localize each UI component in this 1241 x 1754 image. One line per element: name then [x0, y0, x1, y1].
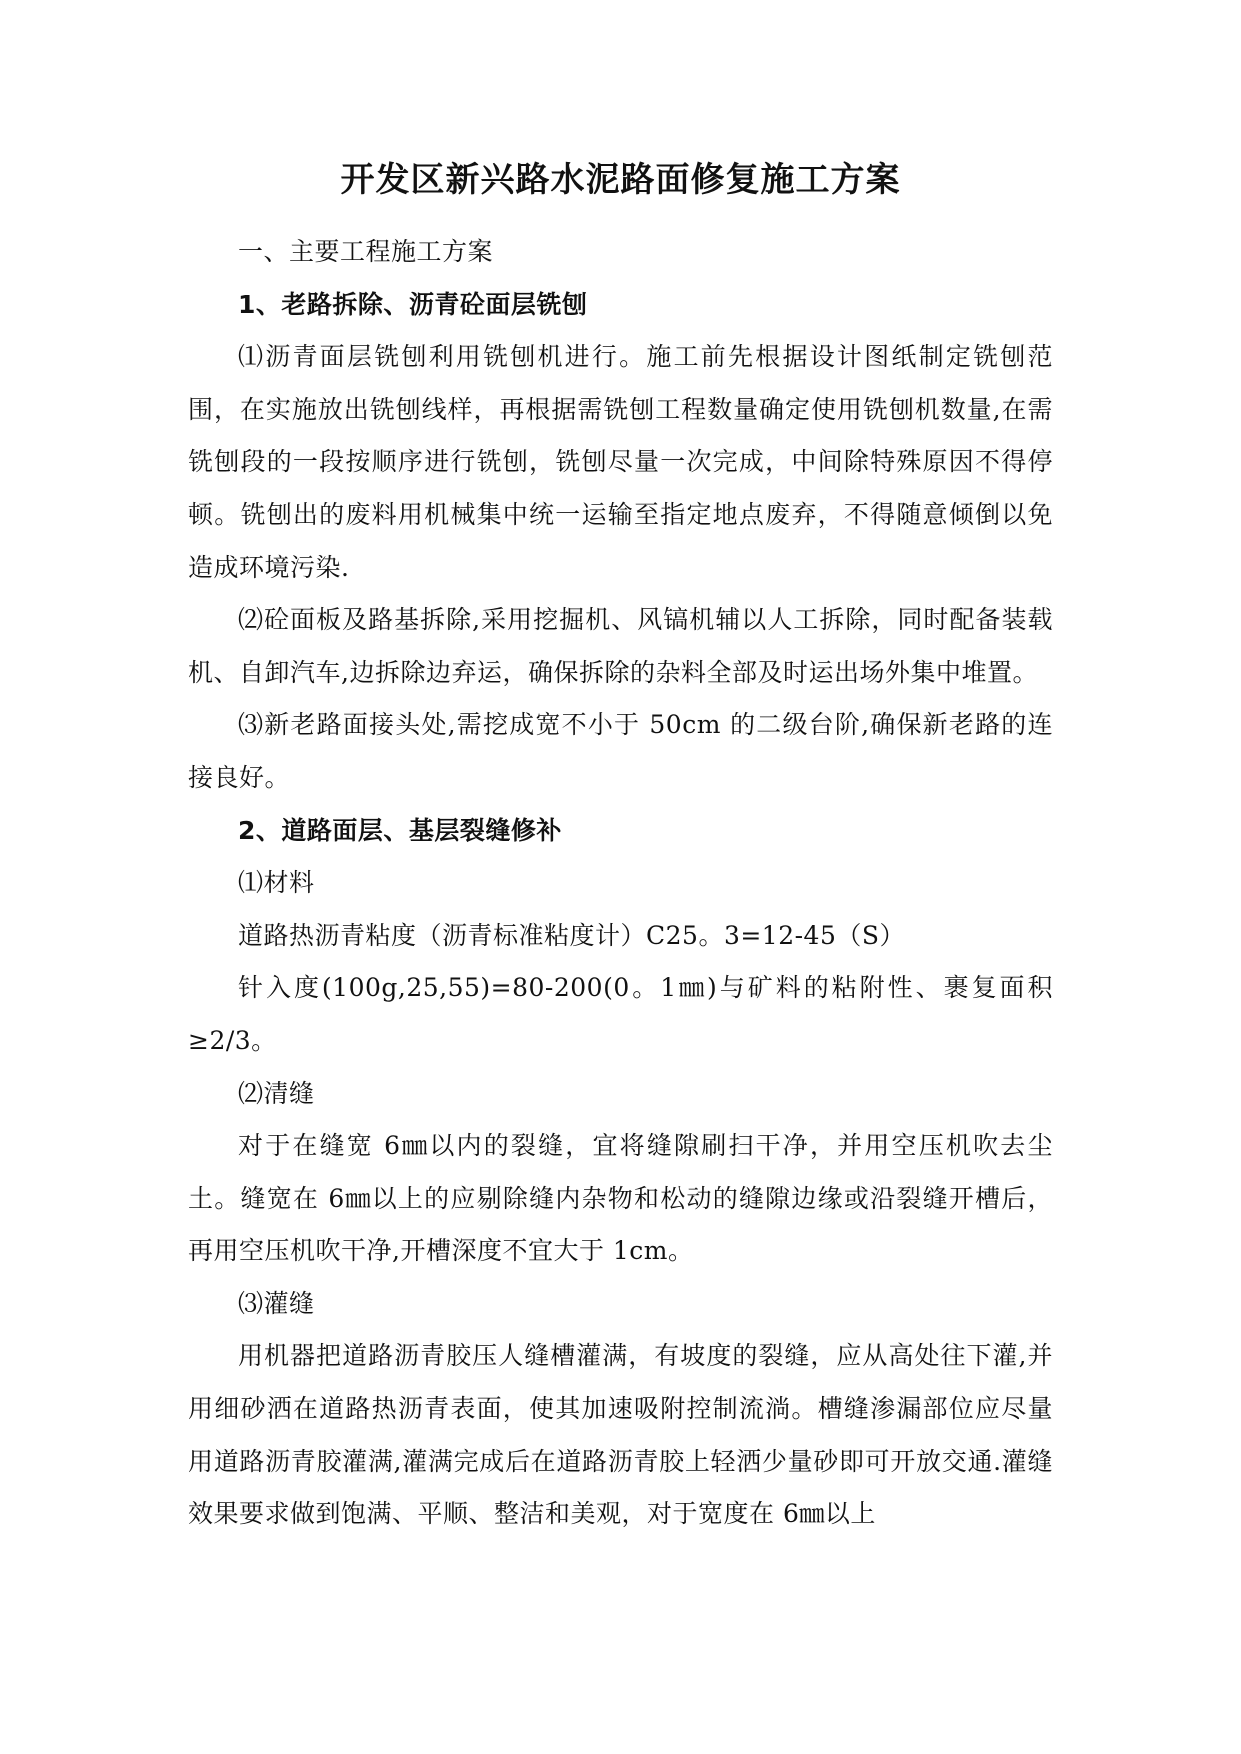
body-paragraph: 用机器把道路沥青胶压人缝槽灌满，有坡度的裂缝，应从高处往下灌,并用细砂洒在道路热沥青表面，使其加速吸附控制流淌。槽缝渗漏部位应尽量用道路沥青胶灌满,灌满完成后在道路沥青胶上轻洒少量砂即可开放交通.灌缝效果要求做到饱满、平顺、整洁和美观，对于宽度在 6㎜以上 [188, 1341, 1053, 1529]
document-title: 开发区新兴路水泥路面修复施工方案 [340, 160, 901, 200]
body-paragraph: ⑴材料 [238, 868, 315, 898]
section-heading: 一、主要工程施工方案 [238, 237, 494, 266]
body-paragraph: ⑴沥青面层铣刨利用铣刨机进行。施工前先根据设计图纸制定铣刨范围，在实施放出铣刨线样，再根据需铣刨工程数量确定使用铣刨机数量,在需铣刨段的一段按顺序进行铣刨，铣刨尽量一次完成，中间除特殊原因不得停顿。铣刨出的废料用机械集中统一运输至指定地点废弃，不得随意倾倒以免造成环境污染. [188, 342, 1053, 582]
subsection-heading: 1、老路拆除、沥青砼面层铣刨 [238, 289, 588, 319]
body-paragraph: 道路热沥青粘度（沥青标准粘度计）C25。3=12-45（S） [238, 920, 905, 950]
body-paragraph: ⑶灌缝 [238, 1288, 315, 1318]
body-paragraph: ⑶新老路面接头处,需挖成宽不小于 50cm 的二级台阶,确保新老路的连接良好。 [188, 710, 1053, 792]
body-paragraph: ⑵砼面板及路基拆除,采用挖掘机、风镐机辅以人工拆除，同时配备装载机、自卸汽车,边拆除边弃运，确保拆除的杂料全部及时运出场外集中堆置。 [188, 605, 1053, 687]
document-page [188, 150, 1053, 1541]
body-paragraph: 针入度(100g,25,55)=80-200(0。1㎜)与矿料的粘附性、裹复面积≥2/3。 [188, 973, 1053, 1055]
subsection-heading: 2、道路面层、基层裂缝修补 [238, 815, 562, 845]
body-paragraph: ⑵清缝 [238, 1078, 315, 1108]
body-paragraph: 对于在缝宽 6㎜以内的裂缝，宜将缝隙刷扫干净，并用空压机吹去尘土。缝宽在 6㎜以上的应剔除缝内杂物和松动的缝隙边缘或沿裂缝开槽后，再用空压机吹干净,开槽深度不宜大于 1cm。 [188, 1131, 1053, 1266]
